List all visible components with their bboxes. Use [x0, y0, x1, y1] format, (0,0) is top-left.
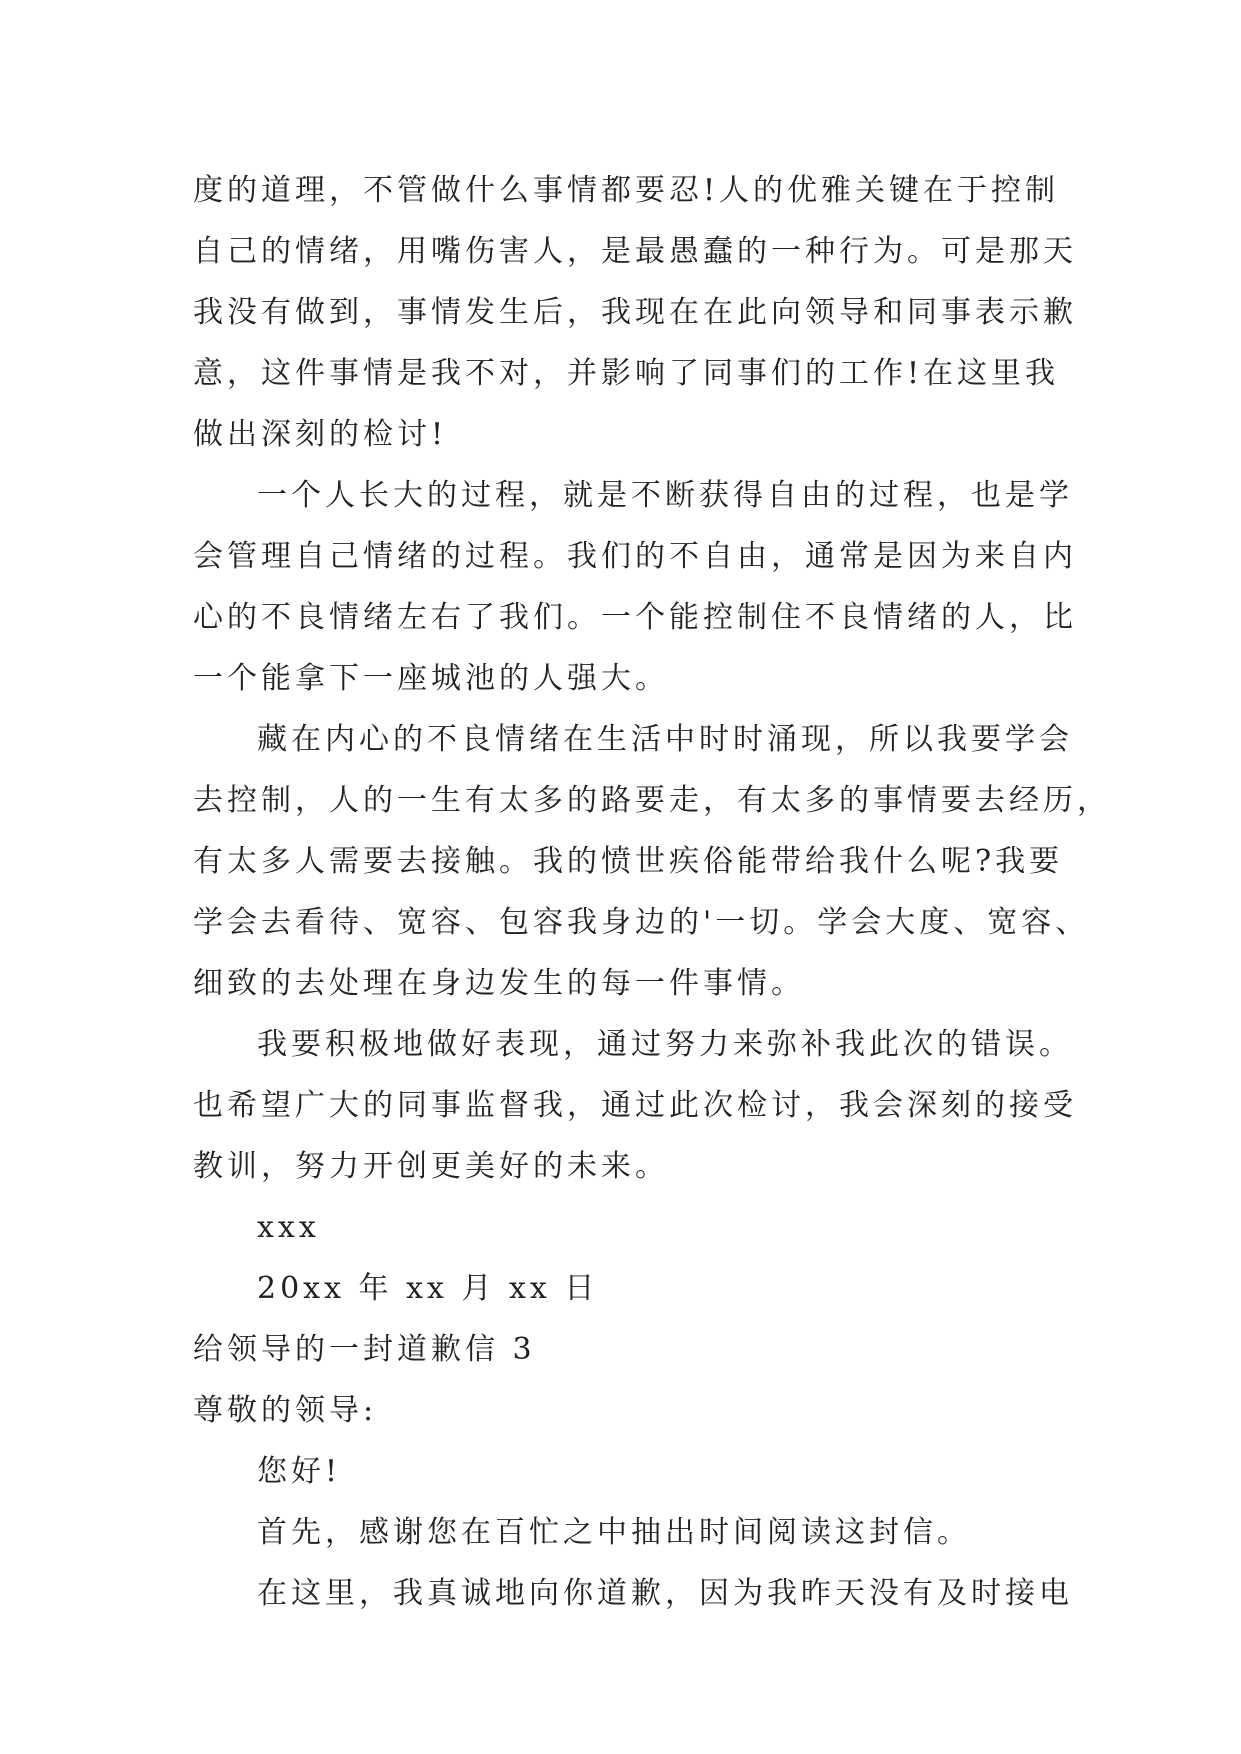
text-line: 度的道理，不管做什么事情都要忍!人的优雅关键在于控制	[193, 173, 1060, 208]
text-line: 会管理自己情绪的过程。我们的不自由，通常是因为来自内	[193, 539, 1077, 574]
text-line: 意，这件事情是我不对，并影响了同事们的工作!在这里我	[193, 356, 1060, 391]
text-line: 心的不良情绪左右了我们。一个能控制住不良情绪的人，比	[193, 600, 1077, 635]
text-line: 做出深刻的检讨!	[193, 417, 448, 452]
text-line: 去控制，人的一生有太多的路要走，有太多的事情要去经历，	[193, 783, 1111, 818]
text-line: 我没有做到，事情发生后，我现在在此向领导和同事表示歉	[193, 295, 1077, 330]
text-line: 教训，努力开创更美好的未来。	[193, 1149, 669, 1184]
text-line: 给领导的一封道歉信 3	[193, 1332, 536, 1367]
text-line: 自己的情绪，用嘴伤害人，是最愚蠢的一种行为。可是那天	[193, 234, 1077, 269]
text-line: 20xx 年 xx 月 xx 日	[257, 1271, 599, 1306]
text-line: 我要积极地做好表现，通过努力来弥补我此次的错误。	[257, 1027, 1073, 1062]
text-line: 藏在内心的不良情绪在生活中时时涌现，所以我要学会	[257, 722, 1073, 757]
text-line: 学会去看待、宽容、包容我身边的'一切。学会大度、宽容、	[193, 905, 1090, 940]
text-line: 一个能拿下一座城池的人强大。	[193, 661, 669, 696]
text-line: 您好!	[257, 1454, 342, 1489]
text-line: 一个人长大的过程，就是不断获得自由的过程，也是学	[257, 478, 1073, 513]
text-line: 首先，感谢您在百忙之中抽出时间阅读这封信。	[257, 1515, 971, 1550]
text-line: 有太多人需要去接触。我的愤世疾俗能带给我什么呢?我要	[193, 844, 1064, 879]
text-line: 尊敬的领导:	[193, 1393, 378, 1428]
letter-body	[193, 160, 1111, 1624]
text-line: 细致的去处理在身边发生的每一件事情。	[193, 966, 805, 1001]
text-line: xxx	[257, 1210, 320, 1245]
text-line: 在这里，我真诚地向你道歉，因为我昨天没有及时接电	[257, 1576, 1073, 1611]
text-line: 也希望广大的同事监督我，通过此次检讨，我会深刻的接受	[193, 1088, 1077, 1123]
